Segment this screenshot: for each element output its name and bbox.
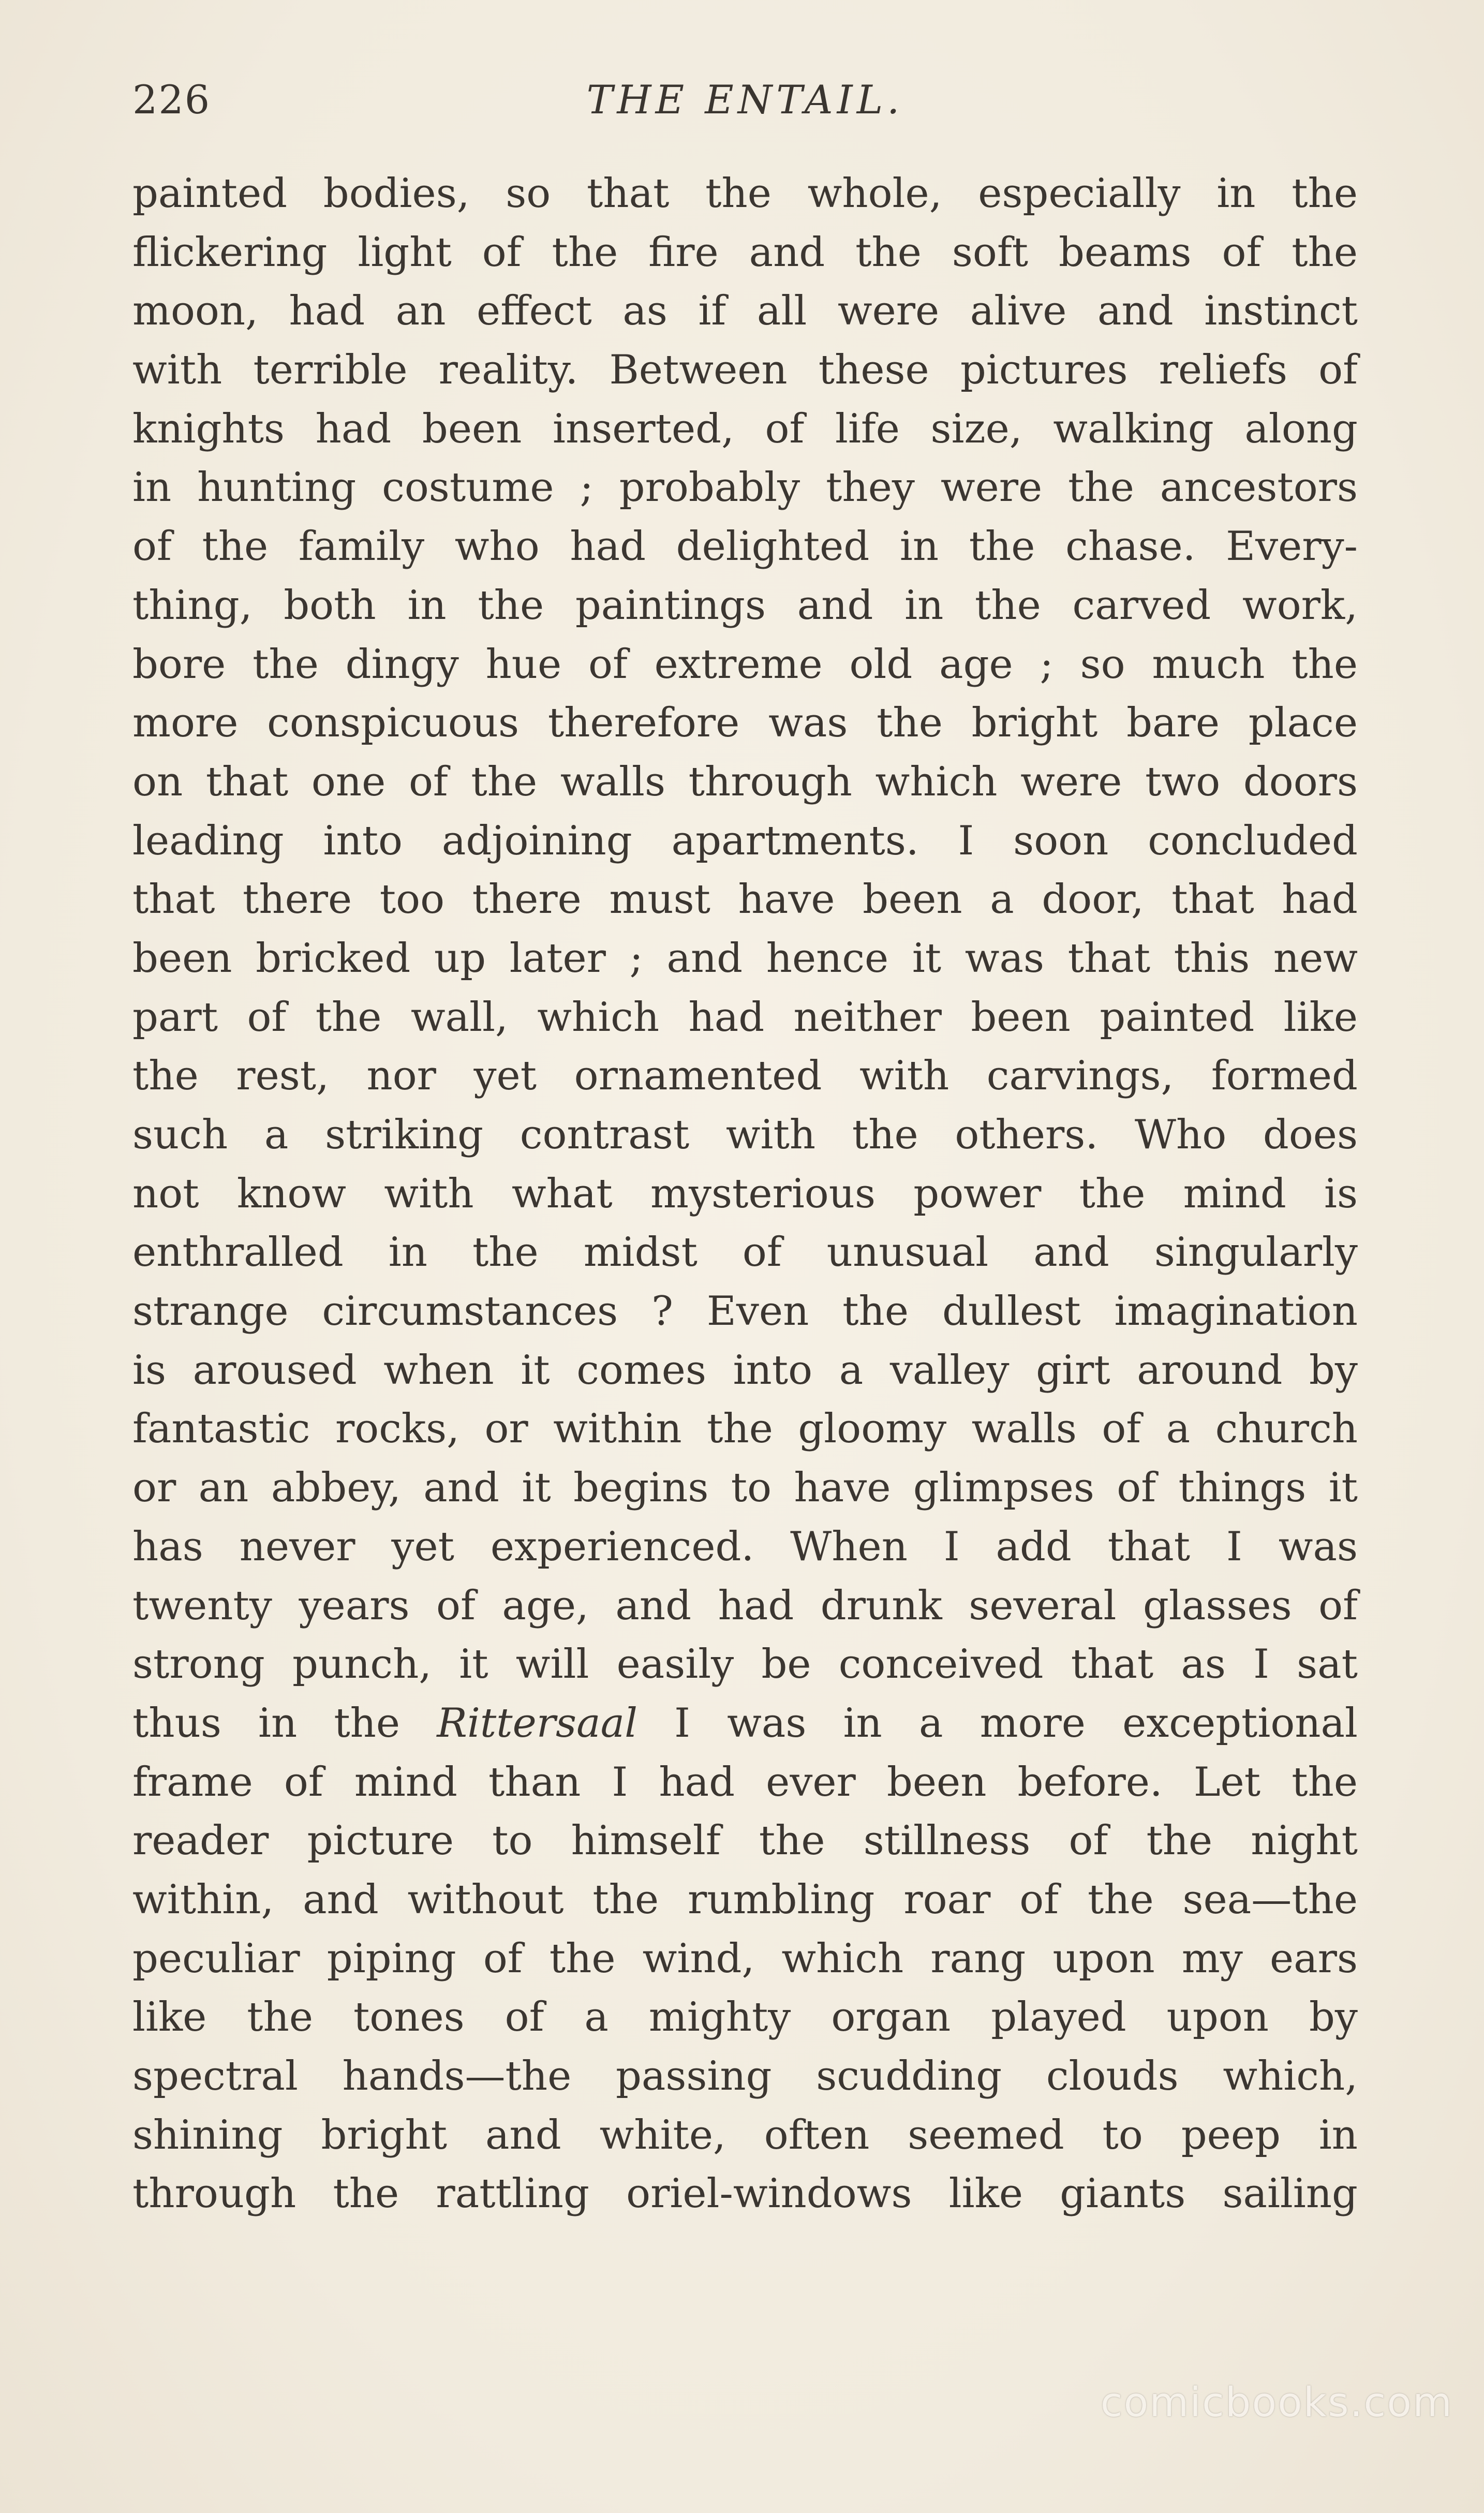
body-text — [132, 165, 1358, 2224]
text-line: flickering light of the fire and the soft beams of the — [132, 229, 1358, 276]
text-line: spectral hands—the passing scudding clouds which, — [132, 2053, 1358, 2100]
text-line: in hunting costume ; probably they were the ancestors — [132, 464, 1358, 511]
text-segment: I was in a more exceptional — [637, 1699, 1358, 1747]
text-line: been bricked up later ; and hence it was that this new — [132, 935, 1358, 982]
page-header — [132, 71, 1358, 128]
text-line: through the rattling oriel-windows like giants sailing — [132, 2170, 1358, 2218]
text-line: with terrible reality. Between these pictures reliefs of — [132, 347, 1358, 394]
text-line: such a striking contrast with the others. Who does — [132, 1112, 1358, 1158]
text-line: knights had been inserted, of life size, walking along — [132, 405, 1358, 452]
text-line: of the family who had delighted in the chase. Every- — [132, 523, 1358, 570]
text-line: leading into adjoining apartments. I soon concluded — [132, 817, 1358, 864]
text-line: is aroused when it comes into a valley girt around by — [132, 1347, 1358, 1394]
text-line: thing, both in the paintings and in the carved work, — [132, 582, 1358, 629]
text-line: strange circumstances ? Even the dullest imagination — [132, 1288, 1358, 1335]
text-line: reader picture to himself the stillness of the night — [132, 1817, 1358, 1865]
text-line: not know with what mysterious power the mind is — [132, 1170, 1358, 1217]
text-segment: thus in the — [132, 1699, 437, 1747]
page-number: 226 — [132, 77, 211, 123]
running-title: THE ENTAIL. — [586, 77, 904, 123]
text-line: strong punch, it will easily be conceived that as I sat — [132, 1641, 1358, 1688]
text-line: like the tones of a mighty organ played upon by — [132, 1994, 1358, 2041]
text-line: part of the wall, which had neither been painted like — [132, 994, 1358, 1041]
text-line: or an abbey, and it begins to have glimpses of things it — [132, 1465, 1358, 1512]
text-line: more conspicuous therefore was the bright bare place — [132, 700, 1358, 747]
text-line: the rest, nor yet ornamented with carvings, formed — [132, 1053, 1358, 1100]
italic-word-rittersaal: Rittersaal — [437, 1699, 638, 1747]
text-line: twenty years of age, and had drunk several glasses of — [132, 1582, 1358, 1629]
text-line: enthralled in the midst of unusual and singularly — [132, 1229, 1358, 1276]
text-line: painted bodies, so that the whole, especially in the — [132, 170, 1358, 217]
text-line: moon, had an effect as if all were alive and instinct — [132, 288, 1358, 335]
text-line: fantastic rocks, or within the gloomy walls of a church — [132, 1406, 1358, 1453]
text-line: that there too there must have been a door, that had — [132, 876, 1358, 923]
text-line: within, and without the rumbling roar of the sea—the — [132, 1876, 1358, 1923]
text-line: shining bright and white, often seemed to peep in — [132, 2111, 1358, 2159]
text-line: frame of mind than I had ever been before. Let the — [132, 1758, 1358, 1806]
text-line: peculiar piping of the wind, which rang upon my ears — [132, 1935, 1358, 1982]
text-line: has never yet experienced. When I add that I was — [132, 1523, 1358, 1570]
text-line-with-italic — [132, 1694, 1358, 1753]
text-line: bore the dingy hue of extreme old age ; so much the — [132, 641, 1358, 688]
watermark: comicbooks.com — [1100, 2379, 1453, 2426]
text-line: on that one of the walls through which were two doors — [132, 758, 1358, 805]
